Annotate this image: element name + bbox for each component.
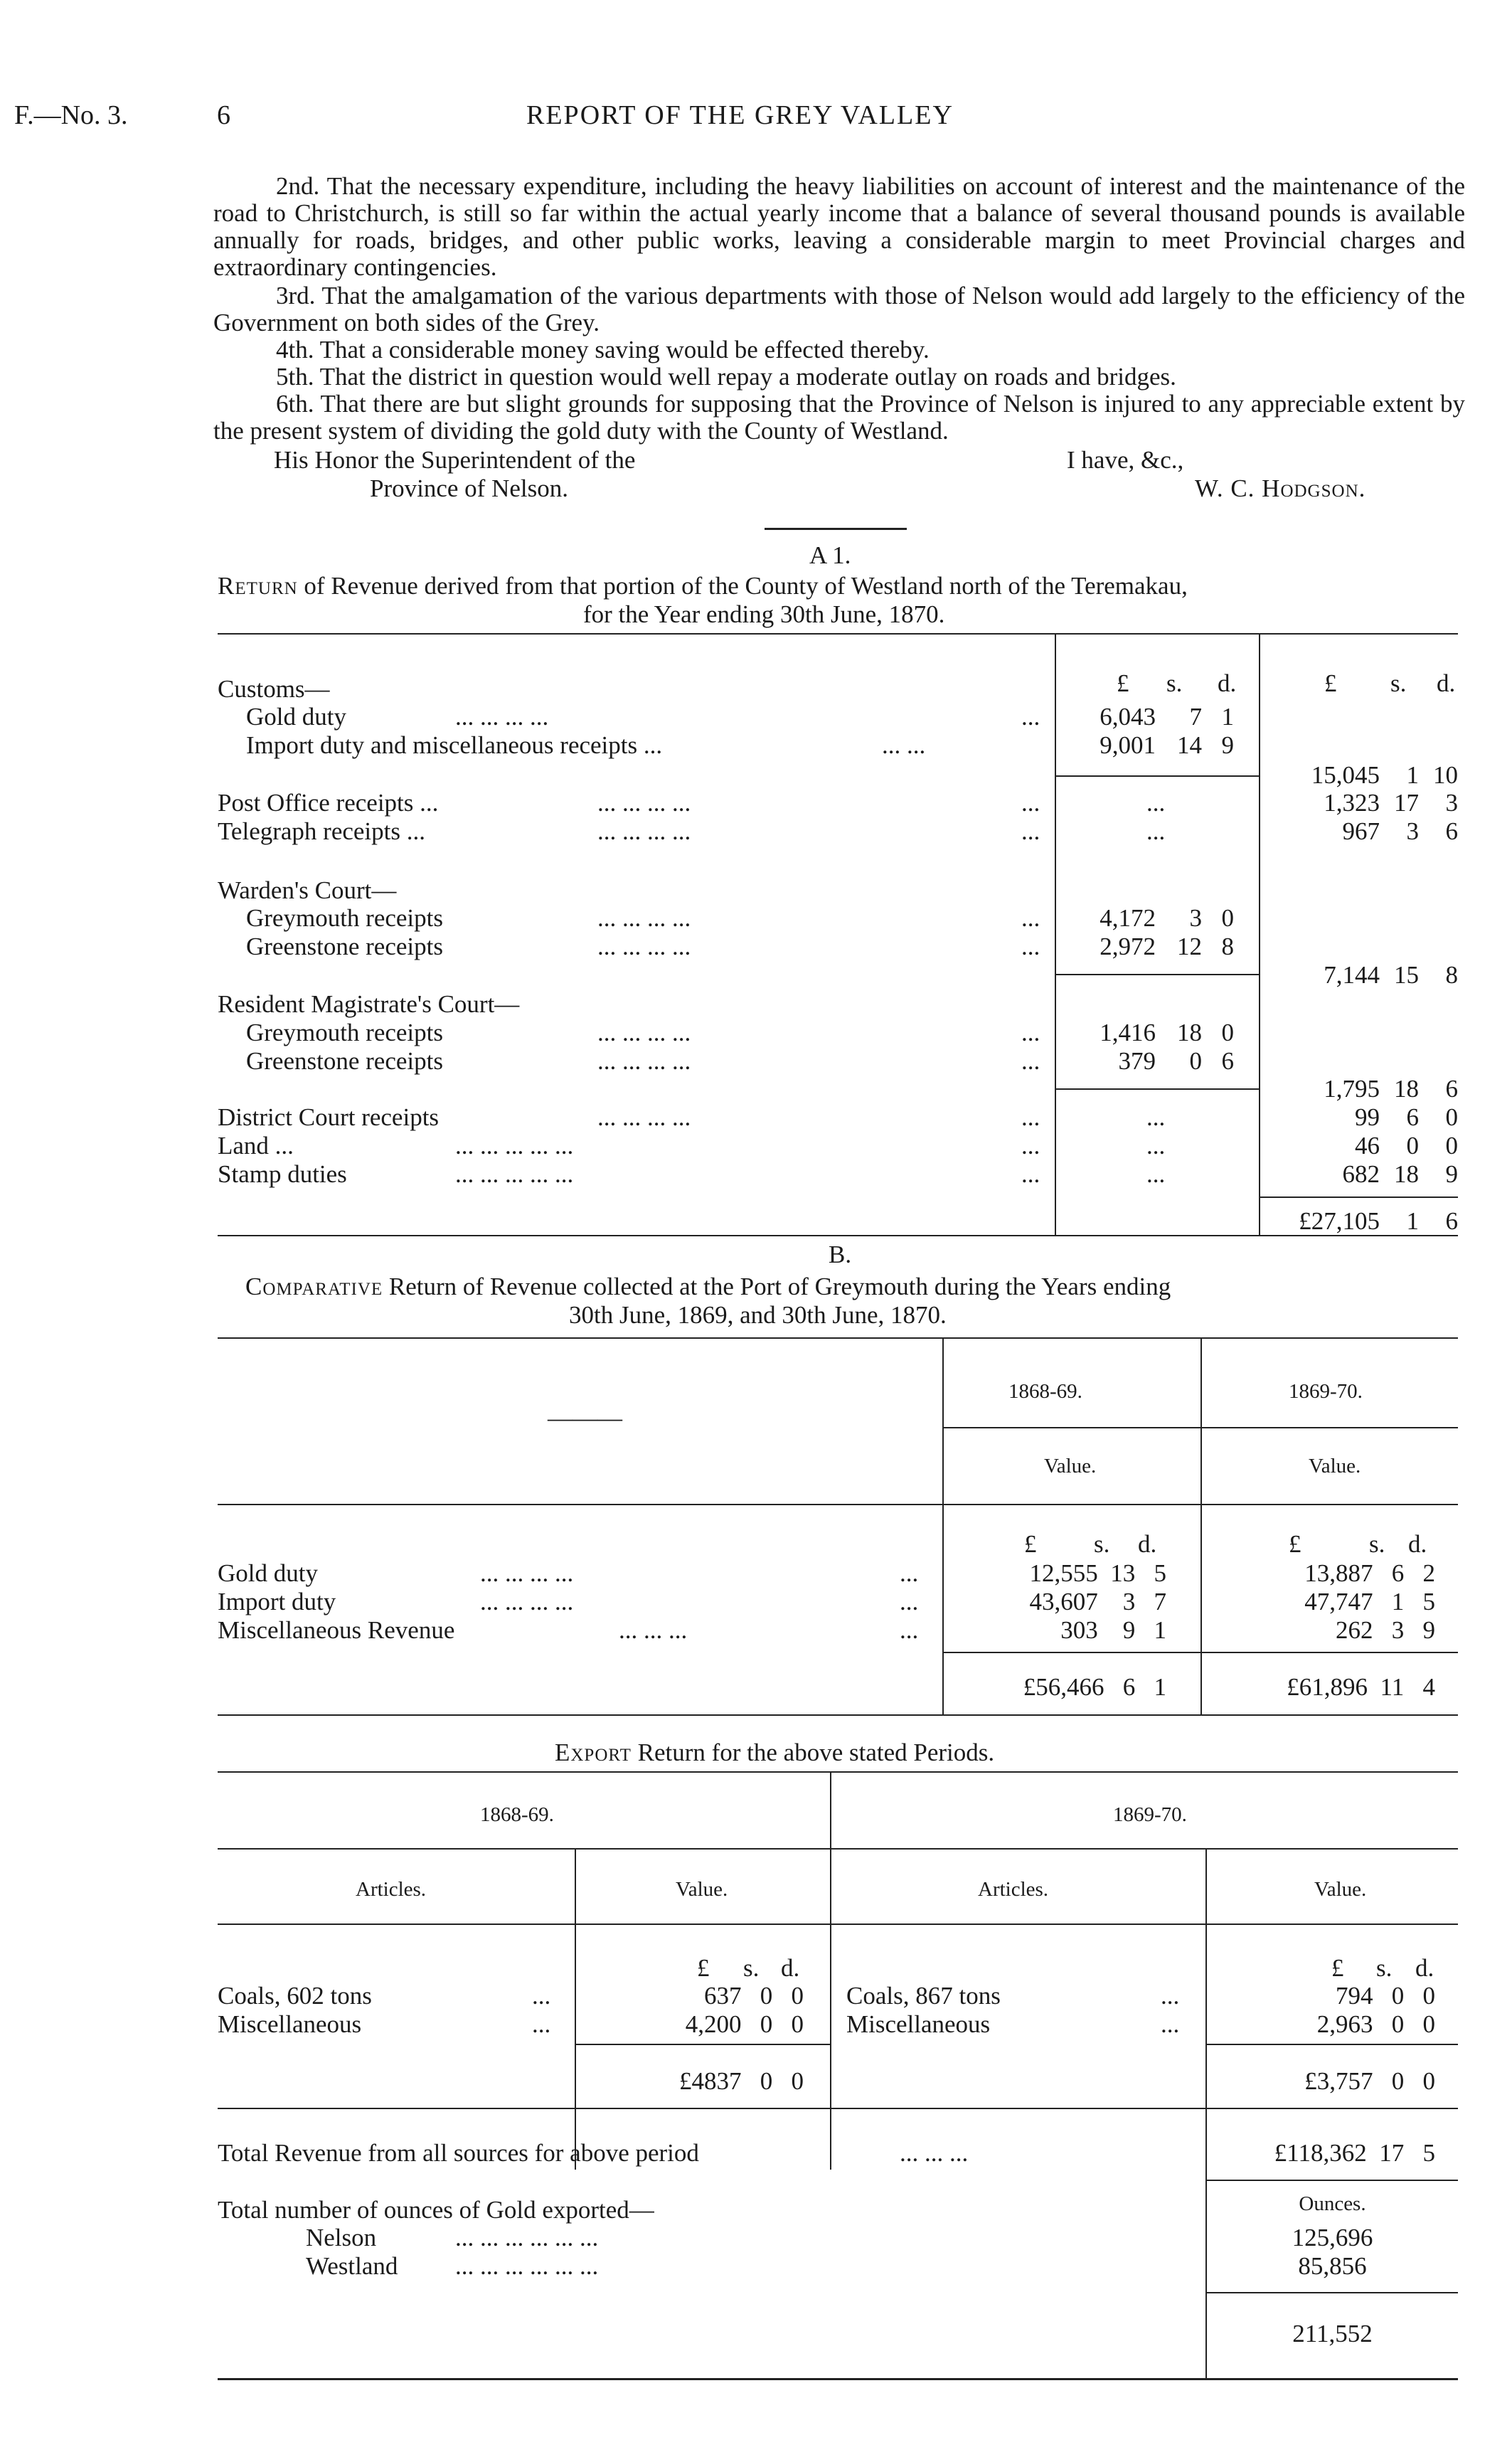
a1-row-dots-end: ...: [1021, 1047, 1040, 1075]
a1-mid-col-d: d.: [1218, 669, 1237, 697]
b-col1-s: s.: [1094, 1530, 1110, 1558]
paragraph-5th: 5th. That the district in question would well repay a moderate outlay on roads and bridges.: [276, 363, 1176, 391]
a1-row-dots: ... ... ... ...: [455, 703, 549, 731]
b-col1-l: £: [1024, 1530, 1037, 1558]
a1-row-shillings: 12: [1177, 933, 1202, 960]
b-row-value-1868: 303 9 1: [1060, 1616, 1166, 1644]
export-row-label: Miscellaneous: [218, 2010, 362, 2038]
b-row-dots-end: ...: [900, 1616, 919, 1644]
export-left-col-d: d.: [781, 1954, 800, 1982]
a1-row-dots: ... ... ... ... ...: [455, 1132, 574, 1160]
a1-row-total-pounds: 15,045: [1311, 761, 1380, 789]
a1-row-label: Greenstone receipts: [246, 933, 443, 960]
a1-row-total-pounds: 967: [1342, 817, 1380, 845]
paragraph-3rd: 3rd. That the amalgamation of the various departments with those of Nelson would add largely to the efficiency of the Government on both sides of the Grey.: [213, 282, 1465, 336]
a1-row-shillings: 14: [1177, 731, 1202, 759]
b-col2-l: £: [1289, 1530, 1301, 1558]
export-title-lead: Export: [555, 1739, 632, 1766]
gold-row-value: 125,696: [1292, 2224, 1373, 2251]
a1-row-total-pence: 3: [1445, 789, 1458, 817]
export-bottom-rule: [218, 2108, 1458, 2109]
a1-row-total-pounds: 682: [1342, 1160, 1380, 1188]
export-col-sep-main: [830, 1771, 831, 2170]
a1-row-total-pence: 0: [1445, 1132, 1458, 1160]
ounces-label: Ounces.: [1299, 2192, 1366, 2215]
export-left-total: £4837 0 0: [679, 2067, 804, 2095]
b-title-line2: 30th June, 1869, and 30th June, 1870.: [569, 1301, 947, 1329]
a1-row-total-pounds: 99: [1355, 1103, 1380, 1131]
a1-row-pounds: 9,001: [1100, 731, 1156, 759]
export-right-col-l: £: [1331, 1954, 1344, 1982]
a1-row-total-pounds: 7,144: [1324, 961, 1380, 989]
export-right-total-rule: [1205, 2044, 1458, 2045]
b-row-value-1869: 13,887 6 2: [1304, 1559, 1435, 1587]
a1-row-label: Stamp duties: [218, 1160, 347, 1188]
export-row-dots: ...: [1161, 1982, 1180, 2010]
b-row-dots: ... ... ... ...: [480, 1588, 574, 1615]
a1-row-label: Post Office receipts ...: [218, 789, 439, 817]
b-label: B.: [829, 1241, 852, 1268]
a1-row-label: Warden's Court—: [218, 876, 397, 904]
a1-row-pence: 9: [1221, 731, 1234, 759]
a1-row-dots: ... ... ... ... ...: [455, 1160, 574, 1188]
a1-grand-total-pounds: £27,105: [1299, 1207, 1380, 1235]
a1-row-shillings: 3: [1189, 904, 1202, 932]
a1-total-col-d: d.: [1437, 669, 1456, 697]
a1-grand-total-shillings: 1: [1406, 1207, 1419, 1235]
a1-row-dots-end: ...: [1021, 703, 1040, 731]
a1-subtotal-rule: [1055, 1088, 1259, 1090]
paragraph-6th: 6th. That there are but slight grounds for supposing that the Province of Nelson is injured to any appreciable extent by the present system of dividing the gold duty with the County of Westland.: [213, 390, 1465, 445]
a1-row-mid: ...: [1146, 789, 1166, 817]
export-title-rest: Return for the above stated Periods.: [631, 1739, 995, 1766]
a1-title-line2: for the Year ending 30th June, 1870.: [583, 600, 945, 628]
a1-row-dots: ... ... ... ...: [597, 789, 691, 817]
a1-row-total-shillings: 18: [1394, 1160, 1419, 1188]
a1-row-dots-end: ...: [1021, 1103, 1040, 1131]
b-value1-label: Value.: [1044, 1455, 1097, 1477]
a1-mid-col-l: £: [1117, 669, 1129, 697]
b-col-sep-1: [942, 1337, 944, 1714]
a1-row-total-shillings: 6: [1406, 1103, 1419, 1131]
a1-row-label: Gold duty: [246, 703, 346, 731]
a1-row-dots: ... ... ... ...: [597, 933, 691, 960]
export-right-col-d: d.: [1415, 1954, 1434, 1982]
total-revenue-dots: ... ... ...: [900, 2139, 969, 2167]
a1-row-dots-end: ...: [1021, 789, 1040, 817]
a1-row-shillings: 7: [1189, 703, 1202, 731]
a1-grand-total-rule: [1259, 1196, 1458, 1198]
b-bottom-rule: [218, 1714, 1458, 1716]
export-year2: 1869-70.: [1113, 1803, 1187, 1826]
export-right-total: £3,757 0 0: [1304, 2067, 1435, 2095]
a1-row-mid: ...: [1146, 1103, 1166, 1131]
b-title-lead: Comparative: [245, 1273, 383, 1300]
gold-row-dots: ... ... ... ... ... ...: [455, 2252, 599, 2280]
export-row-value: 2,963 0 0: [1316, 2010, 1435, 2038]
a1-row-dots: ... ... ... ...: [597, 817, 691, 845]
a1-row-total-pence: 0: [1445, 1103, 1458, 1131]
section-divider: [765, 528, 907, 530]
b-row-value-1869: 47,747 1 5: [1304, 1588, 1435, 1615]
a1-row-label: Greymouth receipts: [246, 1019, 443, 1046]
a1-row-dots-end: ...: [1021, 933, 1040, 960]
a1-row-label: Telegraph receipts ...: [218, 817, 425, 845]
export-left-articles-label: Articles.: [356, 1878, 427, 1901]
b-row-dots: ... ... ...: [619, 1616, 688, 1644]
closing: I have, &c.,: [1067, 446, 1184, 474]
b-year1: 1868-69.: [1008, 1380, 1082, 1403]
a1-row-dots-end: ...: [1021, 904, 1040, 932]
export-row-label: Miscellaneous: [846, 2010, 991, 2038]
gold-row-label: Nelson: [306, 2224, 377, 2251]
b-row-dots-end: ...: [900, 1588, 919, 1615]
page-number: 6: [217, 100, 230, 130]
export-row-dots: ...: [532, 2010, 551, 2038]
a1-row-pounds: 4,172: [1100, 904, 1156, 932]
a1-row-total-shillings: 17: [1394, 789, 1419, 817]
b-row-value-1869: 262 3 9: [1336, 1616, 1435, 1644]
a1-row-dots: ... ... ... ...: [597, 904, 691, 932]
a1-row-total-shillings: 0: [1406, 1132, 1419, 1160]
a1-row-shillings: 18: [1177, 1019, 1202, 1046]
a1-row-pounds: 2,972: [1100, 933, 1156, 960]
a1-total-col-s: s.: [1390, 669, 1407, 697]
b-col2-s: s.: [1369, 1530, 1385, 1558]
b-row-value-1868: 12,555 13 5: [1029, 1559, 1166, 1587]
a1-row-dots-end: ...: [1021, 1160, 1040, 1188]
a1-row-pence: 8: [1221, 933, 1234, 960]
gold-total-rule: [1205, 2292, 1458, 2293]
addressee-line2: Province of Nelson.: [370, 474, 568, 502]
b-col-sep-2: [1200, 1337, 1202, 1714]
a1-row-pounds: 6,043: [1100, 703, 1156, 731]
a1-row-pence: 0: [1221, 904, 1234, 932]
page-title: REPORT OF THE GREY VALLEY: [526, 100, 954, 130]
b-row-label: Miscellaneous Revenue: [218, 1616, 455, 1644]
export-left-col-s: s.: [743, 1954, 760, 1982]
total-revenue-label: Total Revenue from all sources for above period: [218, 2139, 699, 2167]
a1-mid-col-s: s.: [1166, 669, 1183, 697]
b-top-rule: [218, 1337, 1458, 1339]
export-right-col-s: s.: [1376, 1954, 1393, 1982]
a1-row-label: Greymouth receipts: [246, 904, 443, 932]
b-row-label: Gold duty: [218, 1559, 318, 1587]
a1-row-total-shillings: 18: [1394, 1075, 1419, 1103]
a1-row-dots-end: ...: [1021, 1019, 1040, 1046]
a1-row-label: Customs—: [218, 675, 330, 703]
a1-row-total-pence: 8: [1445, 961, 1458, 989]
export-row-label: Coals, 602 tons: [218, 1982, 372, 2010]
b-row-label: Import duty: [218, 1588, 336, 1615]
b-title-rest: Return of Revenue collected at the Port of Greymouth during the Years ending: [383, 1273, 1171, 1300]
a1-row-pence: 0: [1221, 1019, 1234, 1046]
b-row-value-1868: 43,607 3 7: [1029, 1588, 1166, 1615]
a1-label: A 1.: [809, 541, 851, 569]
b-total-1868: £56,466 6 1: [1023, 1673, 1166, 1701]
a1-row-total-shillings: 3: [1406, 817, 1419, 845]
a1-col-sep-2: [1259, 633, 1260, 1235]
a1-row-total-pence: 6: [1445, 1075, 1458, 1103]
a1-top-rule: [218, 633, 1458, 635]
page-bottom-rule: [218, 2378, 1458, 2380]
a1-row-mid: ...: [1146, 1132, 1166, 1160]
export-row-label: Coals, 867 tons: [846, 1982, 1001, 2010]
total-revenue-rule: [1205, 2180, 1458, 2181]
a1-row-label: Greenstone receipts: [246, 1047, 443, 1075]
b-col2-d: d.: [1408, 1530, 1427, 1558]
export-left-col-l: £: [697, 1954, 710, 1982]
gold-total-value: 211,552: [1292, 2320, 1373, 2347]
a1-row-total-pence: 10: [1433, 761, 1458, 789]
b-header-rule: [218, 1504, 1458, 1505]
a1-row-label: Resident Magistrate's Court—: [218, 990, 520, 1018]
b-row-dots-end: ...: [900, 1559, 919, 1587]
a1-row-total-pounds: 1,323: [1324, 789, 1380, 817]
a1-row-shillings: 0: [1189, 1047, 1202, 1075]
gold-row-dots: ... ... ... ... ... ...: [455, 2224, 599, 2251]
a1-row-label: District Court receipts: [218, 1103, 440, 1131]
a1-row-mid: ...: [1146, 1160, 1166, 1188]
export-row-dots: ...: [532, 1982, 551, 2010]
a1-row-total-shillings: 15: [1394, 961, 1419, 989]
export-top-rule: [218, 1771, 1458, 1773]
export-left-value-label: Value.: [676, 1878, 728, 1901]
document-reference: F.—No. 3.: [14, 100, 128, 130]
a1-row-dots: ... ... ... ...: [597, 1047, 691, 1075]
a1-row-dots-end: ...: [1021, 817, 1040, 845]
b-year-rule: [942, 1427, 1458, 1428]
a1-row-label: Import duty and miscellaneous receipts ...: [246, 731, 663, 759]
a1-subtotal-rule: [1055, 974, 1259, 975]
gold-exported-label: Total number of ounces of Gold exported—: [218, 2196, 654, 2224]
export-row-value: 794 0 0: [1336, 1982, 1435, 2010]
b-col1-d: d.: [1138, 1530, 1157, 1558]
b-value2-label: Value.: [1309, 1455, 1361, 1477]
a1-row-pounds: 379: [1118, 1047, 1156, 1075]
gold-row-value: 85,856: [1298, 2252, 1367, 2280]
a1-bottom-rule: [218, 1235, 1458, 1236]
a1-row-total-pence: 9: [1445, 1160, 1458, 1188]
a1-row-dots: ... ... ... ...: [597, 1019, 691, 1046]
a1-row-total-pence: 6: [1445, 817, 1458, 845]
b-title: [245, 1273, 1171, 1300]
a1-row-dots: ... ...: [882, 731, 926, 759]
a1-title-lead: Return: [218, 572, 298, 600]
a1-subtotal-rule: [1055, 775, 1259, 777]
export-row-dots: ...: [1161, 2010, 1180, 2038]
b-header-dash: ———: [548, 1404, 622, 1432]
a1-row-pounds: 1,416: [1100, 1019, 1156, 1046]
a1-title: [218, 573, 1188, 600]
total-revenue-value: £118,362 17 5: [1274, 2139, 1435, 2167]
b-total-rule: [942, 1652, 1458, 1653]
export-header-rule: [218, 1924, 1458, 1925]
export-right-value-label: Value.: [1314, 1878, 1367, 1901]
a1-row-total-pounds: 46: [1355, 1132, 1380, 1160]
a1-total-col-l: £: [1324, 669, 1337, 697]
export-col-sep-left: [575, 1848, 576, 2170]
export-year1: 1868-69.: [480, 1803, 554, 1826]
paragraph-4th: 4th. That a considerable money saving would be effected thereby.: [276, 336, 930, 364]
b-total-1869: £61,896 11 4: [1287, 1673, 1435, 1701]
a1-row-pence: 6: [1221, 1047, 1234, 1075]
export-year-rule: [218, 1848, 1458, 1850]
export-row-value: 4,200 0 0: [685, 2010, 804, 2038]
gold-row-label: Westland: [306, 2252, 398, 2280]
export-left-total-rule: [575, 2044, 831, 2045]
export-title: [555, 1739, 994, 1766]
a1-row-label: Land ...: [218, 1132, 294, 1160]
a1-row-total-pounds: 1,795: [1324, 1075, 1380, 1103]
a1-row-pence: 1: [1221, 703, 1234, 731]
a1-grand-total-pence: 6: [1445, 1207, 1458, 1235]
a1-row-dots: ... ... ... ...: [597, 1103, 691, 1131]
addressee-line1: His Honor the Superintendent of the: [274, 446, 636, 474]
a1-title-rest: of Revenue derived from that portion of the County of Westland north of the Teremakau,: [297, 572, 1188, 600]
b-row-dots: ... ... ... ...: [480, 1559, 574, 1587]
export-row-value: 637 0 0: [704, 1982, 804, 2010]
a1-row-mid: ...: [1146, 817, 1166, 845]
signature: W. C. Hodgson.: [1195, 474, 1366, 502]
a1-col-sep-1: [1055, 633, 1056, 1235]
paragraph-2nd: 2nd. That the necessary expenditure, including the heavy liabilities on account of interest and the maintenance of the road to Christchurch, is still so far within the actual yearly income that a balance of several thousand pounds is available annually for roads, bridges, and other public works, leaving a considerable margin to meet Provincial charges and extraordinary contingencies.: [213, 172, 1465, 281]
b-year2: 1869-70.: [1289, 1380, 1363, 1403]
a1-row-dots-end: ...: [1021, 1132, 1040, 1160]
a1-row-total-shillings: 1: [1406, 761, 1419, 789]
export-right-articles-label: Articles.: [978, 1878, 1049, 1901]
